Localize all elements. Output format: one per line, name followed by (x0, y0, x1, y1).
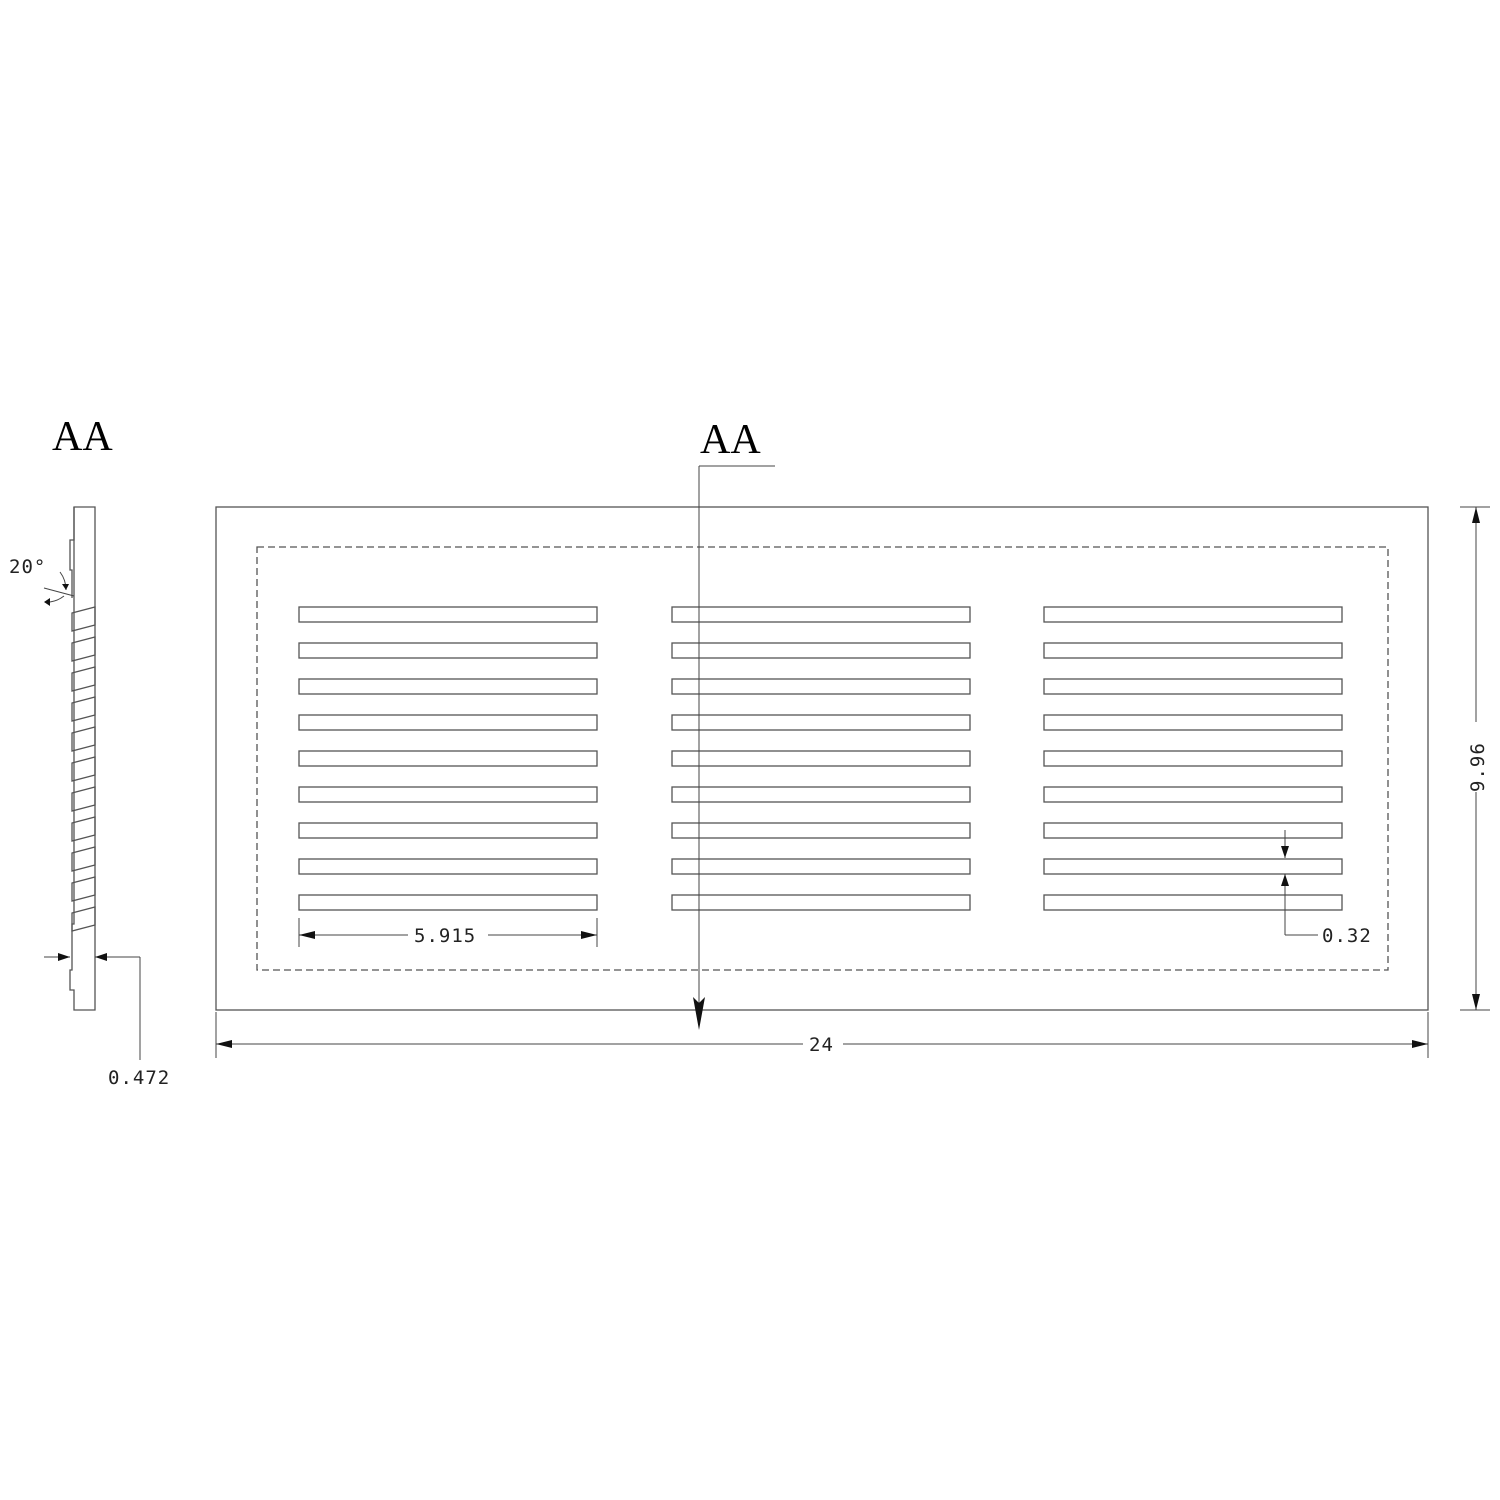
louver-slat (72, 877, 95, 901)
louver-slat (72, 817, 95, 841)
section-view-title: AA (52, 414, 113, 460)
thickness-label: 0.472 (108, 1067, 171, 1089)
grille-slot (672, 643, 970, 658)
grille-slot (1044, 787, 1342, 802)
grille-slot (299, 751, 597, 766)
louver-slat (72, 607, 95, 631)
grille-slot (299, 823, 597, 838)
louver-slat (72, 667, 95, 691)
grille-slot (1044, 823, 1342, 838)
section-louvers (72, 607, 95, 931)
thickness-dimension (44, 953, 170, 1089)
louver-slat (72, 637, 95, 661)
grille-slot (1044, 607, 1342, 622)
louver-slat (72, 727, 95, 751)
grille-slot (299, 895, 597, 910)
slot-length-label: 5.915 (414, 925, 477, 947)
grille-slot (1044, 679, 1342, 694)
louver-slat (72, 847, 95, 871)
angle-annotation (9, 556, 74, 606)
overall-width-dimension (216, 1012, 1428, 1058)
slot-length-dimension (299, 918, 597, 947)
grille-slot (1044, 715, 1342, 730)
slot-spacing-label: 0.32 (1322, 925, 1372, 947)
grille-slot (299, 607, 597, 622)
grille-slot (672, 895, 970, 910)
louver-slat (72, 757, 95, 781)
grille-slot (672, 751, 970, 766)
overall-width-label: 24 (809, 1034, 834, 1056)
section-marker-label: AA (700, 417, 761, 463)
grille-slot (672, 823, 970, 838)
louver-slat (72, 697, 95, 721)
section-view-aa (9, 414, 170, 1089)
grille-slot (672, 787, 970, 802)
slot-grid (299, 607, 1342, 910)
grille-slot (672, 679, 970, 694)
grille-slot (1044, 751, 1342, 766)
grille-slot (1044, 895, 1342, 910)
grille-slot (299, 679, 597, 694)
slot-spacing-dimension (1281, 830, 1372, 947)
grille-slot (672, 859, 970, 874)
grille-slot (672, 607, 970, 622)
grille-slot (1044, 643, 1342, 658)
front-view (216, 417, 1490, 1058)
louver-slat (72, 787, 95, 811)
louver-slat (72, 907, 95, 931)
overall-height-label: 9.96 (1467, 742, 1489, 792)
grille-slot (299, 787, 597, 802)
overall-height-dimension (1460, 507, 1490, 1010)
angle-label: 20° (9, 556, 47, 578)
grille-slot (672, 715, 970, 730)
grille-slot (299, 643, 597, 658)
section-cut-marker (693, 417, 775, 1030)
grille-inner-opening (257, 547, 1388, 970)
grille-slot (299, 715, 597, 730)
grille-slot (1044, 859, 1342, 874)
grille-slot (299, 859, 597, 874)
